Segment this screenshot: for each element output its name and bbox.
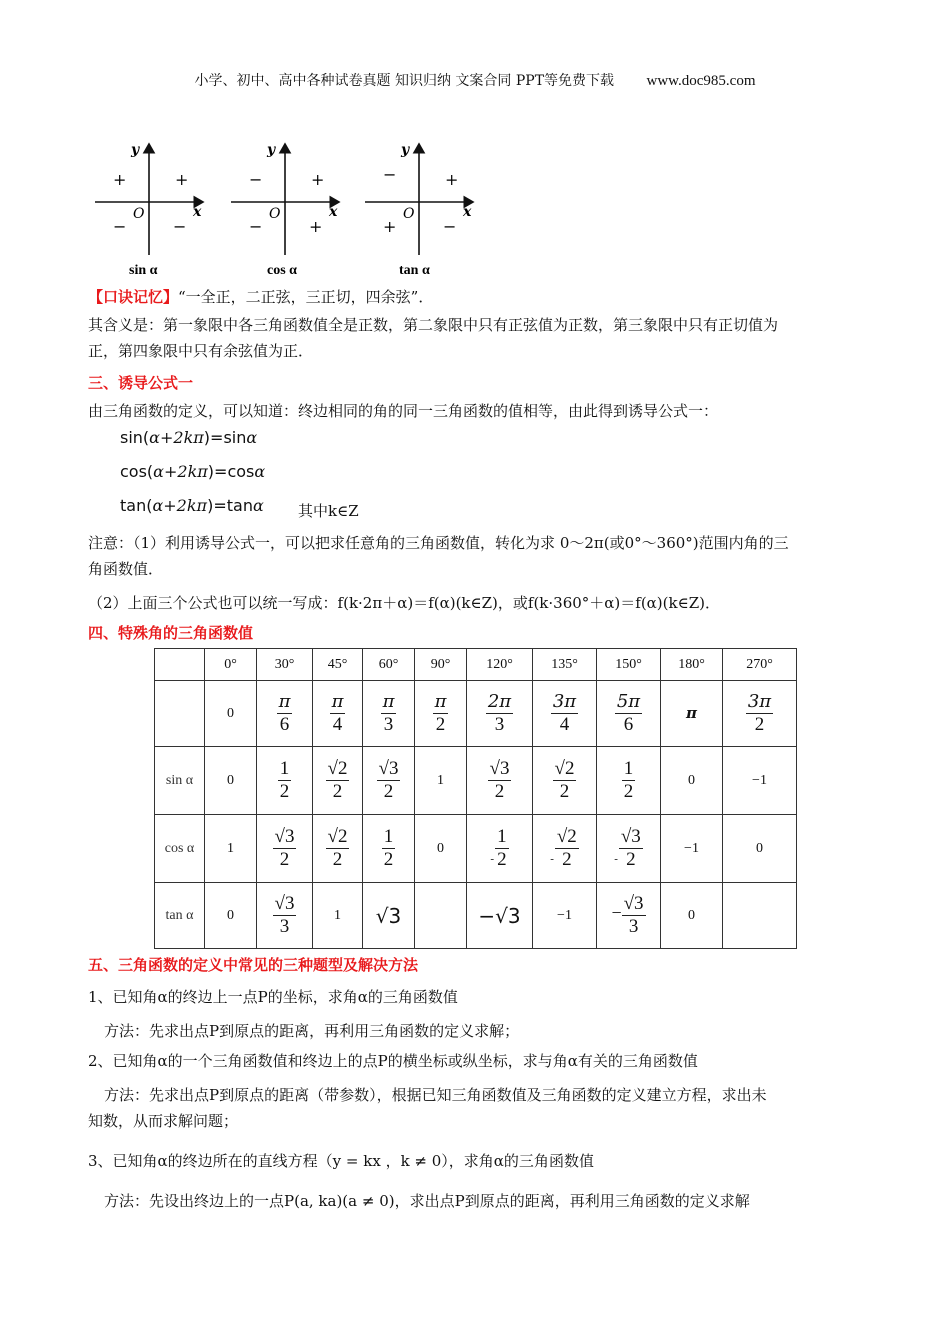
q1-sign: + <box>175 170 189 189</box>
section-3-intro: 由三角函数的定义，可以知道：终边相同的角的同一三角函数的值相等，由此得到诱导公式一： <box>88 402 719 420</box>
item-2: 2、已知角α的一个三角函数值和终边上的点P的横坐标或纵坐标，求与角α有关的三角函数值 <box>88 1052 698 1070</box>
section-4-title: 四、特殊角的三角函数值 <box>88 624 254 642</box>
special-angles-table <box>154 648 797 949</box>
table-row-degrees: 0° 30° 45° 60° 90° 120° 135° 150° 180° 270° <box>155 649 797 681</box>
q3-sign: − <box>113 217 127 236</box>
item-1: 1、已知角α的终边上一点P的坐标，求角α的三角函数值 <box>88 988 458 1006</box>
method-1: 方法：先求出点P到原点的距离，再利用三角函数的定义求解； <box>104 1022 520 1040</box>
formula-cos: cos(α+2kπ)=cosα <box>120 462 266 481</box>
q4-sign: + <box>309 217 323 236</box>
section-5-title: 五、三角函数的定义中常见的三种题型及解决方法 <box>88 956 419 974</box>
header-text: 小学、初中、高中各种试卷真题 知识归纳 文案合同 PPT等免费下载 <box>194 73 615 89</box>
q1-sign: + <box>311 170 325 189</box>
formula-where: 其中k∈Z <box>298 502 359 520</box>
mnemonic-text: “一全正，二正弦，三正切，四余弦”． <box>178 288 434 306</box>
method-2-line-2: 知数，从而求解问题； <box>88 1112 239 1130</box>
y-axis-label: y <box>401 142 410 158</box>
mnemonic-line <box>88 286 433 308</box>
q4-sign: − <box>443 217 457 236</box>
y-axis-label: y <box>131 142 140 158</box>
table-row-cos: cos α 1 $\frac{√3}{2}$ $\frac{√2}{2}$ $\frac{1}{2}$ 0 $_-$ $\frac{1}{2}$ $_-$ $\frac{√2}{2}$ $_-$ $\frac{√3}{2}$ −1 0 <box>155 815 797 883</box>
cos-sign-diagram <box>231 142 339 278</box>
q1-sign: + <box>445 170 459 189</box>
diagram-label: cos α <box>267 263 297 278</box>
header-url: www.doc985.com <box>646 73 756 89</box>
tan-sign-diagram <box>365 142 473 278</box>
q2-sign: − <box>383 165 397 184</box>
q2-sign: + <box>113 170 127 189</box>
origin-label: O <box>133 206 145 222</box>
note-1 <box>88 530 866 582</box>
meaning-line-2: 正，第四象限中只有余弦值为正． <box>88 342 314 360</box>
quadrant-sign-diagrams <box>85 140 485 280</box>
page-header <box>0 70 950 90</box>
meaning-line-1: 其含义是：第一象限中各三角函数值全是正数，第二象限中只有正弦值为正数，第三象限中只有正切值为 <box>88 316 779 334</box>
section-3-title: 三、诱导公式一 <box>88 374 194 392</box>
formula-tan: tan(α+2kπ)=tanα <box>120 496 264 515</box>
mnemonic-tag: 【口诀记忆】 <box>88 288 179 306</box>
origin-label: O <box>269 206 281 222</box>
diagram-label: tan α <box>399 263 430 278</box>
y-axis-label: y <box>267 142 276 158</box>
method-2-line-1: 方法：先求出点P到原点的距离（带参数），根据已知三角函数值及三角函数的定义建立方程，求出未 <box>104 1086 767 1104</box>
q4-sign: − <box>173 217 187 236</box>
q3-sign: + <box>383 217 397 236</box>
method-2 <box>88 1082 866 1134</box>
x-axis-label: x <box>193 204 202 220</box>
table-row-sin: sin α 0 $\frac{1}{2}$ $\frac{√2}{2}$ $\frac{√3}{2}$ 1 $\frac{√3}{2}$ $\frac{√2}{2}$ $\frac{1}{2}$ 0 −1 <box>155 747 797 815</box>
x-axis-label: x <box>329 204 338 220</box>
item-3: 3、已知角α的终边所在的直线方程（y = kx ，k ≠ 0），求角α的三角函数值 <box>88 1152 594 1170</box>
note-2: （2）上面三个公式也可以统一写成：f(k·2π＋α)＝f(α)(k∈Z)，或f(k·360°＋α)＝f(α)(k∈Z)． <box>88 594 720 612</box>
diagram-label: sin α <box>129 263 158 278</box>
table-row-tan: tan α 0 $\frac{√3}{3}$ 1 √3 −√3 −1 − $\frac{√3}{3}$ 0 <box>155 883 797 949</box>
origin-label: O <box>403 206 415 222</box>
note-1-line-1: 注意：（1）利用诱导公式一，可以把求任意角的三角函数值，转化为求 0～2π(或0°～360°)范围内角的三 <box>88 534 789 552</box>
mnemonic-meaning <box>88 312 866 364</box>
x-axis-label: x <box>463 204 472 220</box>
sin-sign-diagram <box>95 142 203 278</box>
q2-sign: − <box>249 170 263 189</box>
method-3: 方法：先设出终边上的一点P(a, ka)(a ≠ 0)，求出点P到原点的距离，再利用三角函数的定义求解 <box>104 1192 750 1210</box>
formula-sin: sin(α+2kπ)=sinα <box>120 428 258 447</box>
table-row-radians: 0 $\frac{\pi}{6}$ $\frac{\pi}{4}$ $\frac{\pi}{3}$ $\frac{\pi}{2}$ $\frac{2\pi}{3}$ $\frac{3\pi}{4}$ $\frac{5\pi}{6}$ π $\frac{3\pi}{2}$ <box>155 681 797 747</box>
q3-sign: − <box>249 217 263 236</box>
note-1-line-2: 角函数值． <box>88 560 164 578</box>
